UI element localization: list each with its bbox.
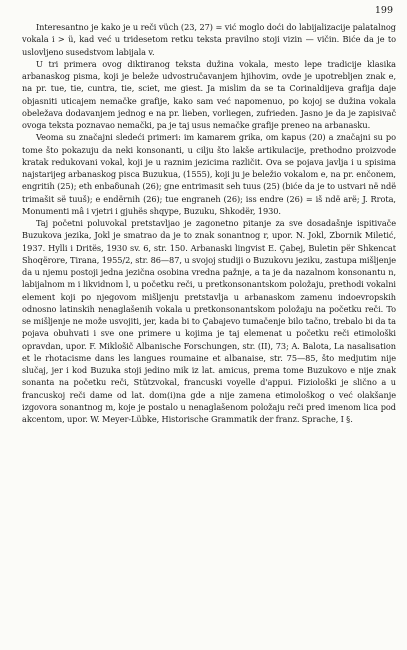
paragraph-labialization: Interesantno je kako je u reči vüch (23, 27) = vić moglo doći do labijalizacije palatalnog vokala i > ü, kad već u tridesetom retku teksta pravilno stoji vizin — vičin. Biće da je to uslovljeno susedstvom labijala v. [22, 22, 396, 57]
paragraph-examples: Veoma su značajni sledeći primeri: im kamarem grika, om kapus (20) a značajni su po tome što pokazuju da neki konsonanti, u cilju što lakše artikulacije, prethodno proizvode kratak redukovani vokal, koji je u raznim jezicima različit. Ova se pojava javlja i u spisima najstarijeg arbanaskog pisca Buzukua, (1555), koji ju je beležio vokalom e, na pr. enčonem, engritih (25); eth enbaδunah (26); gne entrimasit seh tuus (25) (biće da je to ustvari në ndë trimašit së tuuš); e endërnih (26); tue engraneh (26); iss endre (26) = iš ndë arë; J. Rrota, Monumenti mâ i vjetri i gjuhës shqype, Buzuku, Shkodër, 1930. [22, 132, 396, 216]
paragraph-vowel-length: U tri primera ovog diktiranog teksta dužina vokala, mesto lepe tradicije klasika arbanaskog pisma, koji je beleže udvostručavanjem hjihovim, ovde je upotrebljen znak e, na pr. tue, tie, cuntra, tie, sciet, me giest. Ja mislim da se ta Corinaldijeva grafija daje objasniti uticajem nemačke grafije, kako sam već napomenuo, po kojoj se dužina vokala obeležava dodavanjem jednog e na pr. lieben, vorliegen, zufrieden. Jasno je da je zapisivač ovoga teksta poznavao nemački, pa je taj usus nemačke grafije preneo na arbanasku. [22, 58, 396, 130]
page-body [22, 21, 396, 425]
paragraph-semivowel: Taj početni poluvokal pretstavljao je zagonetno pitanje za sve dosadašnje ispitivače Buzukova jezika, Jokl je smatrao da je to znak sonantnog r, upor. N. Jokl, Zbornik Miletić, 1937. Hylli i Dritës, 1930 sv. 6, str. 150. Arbanaski lingvist E. Çabej, Buletin për Shkencat Shoqërore, Tirana, 1955/2, str. 86—87, u svojoj studiji o Buzukovu jeziku, zastupa mišljenje da u njemu postoji jedna jezična osobina vredna pažnje, a ta je da nazalnom konsonantu n, labijalnom m i likvidnom l, u početku reči, u pretkonsonantskom položaju, prethodi vokalni element koji po njegovom mišljenju pretstavlja u arbanaskom zamenu indoevropskih odnosno latinskih nenaglašenih vokala u pretkonsonantskom položaju na početku reči. To se mišljenje ne može usvojiti, jer, kada bi to Çabajevo tumačenje bilo tačno, trebalo bi da ta pojava obuhvati i sve one primere u kojima je taj elemenat u početku reči etimološki opravdan, upor. F. Miklošič Albanische Forschungen, str. (II), 73; A. Balota, La nasalisation et le rhotacisme dans les langues roumaine et albanaise, str. 75—85, što medjutim nije slučaj, jer i kod Buzuka stoji jedino mik iz lat. amicus, prema tome Buzukovo e nije znak sonanta na početku reči, Stützvokal, francuski voyelle d'appui. Fiziološki je slično a u francuskoj reči dame od lat. dom(i)na gde a nije zamena etimološkog o već olakšanje izgovora sonantnog m, koje je postalo u nenaglašenom položaju reči pred imenom lica pod akcentom, upor. W. Meyer-Lübke, Historische Grammatik der franz. Sprache, I §. [22, 218, 396, 424]
page-number: 199 [374, 5, 393, 16]
